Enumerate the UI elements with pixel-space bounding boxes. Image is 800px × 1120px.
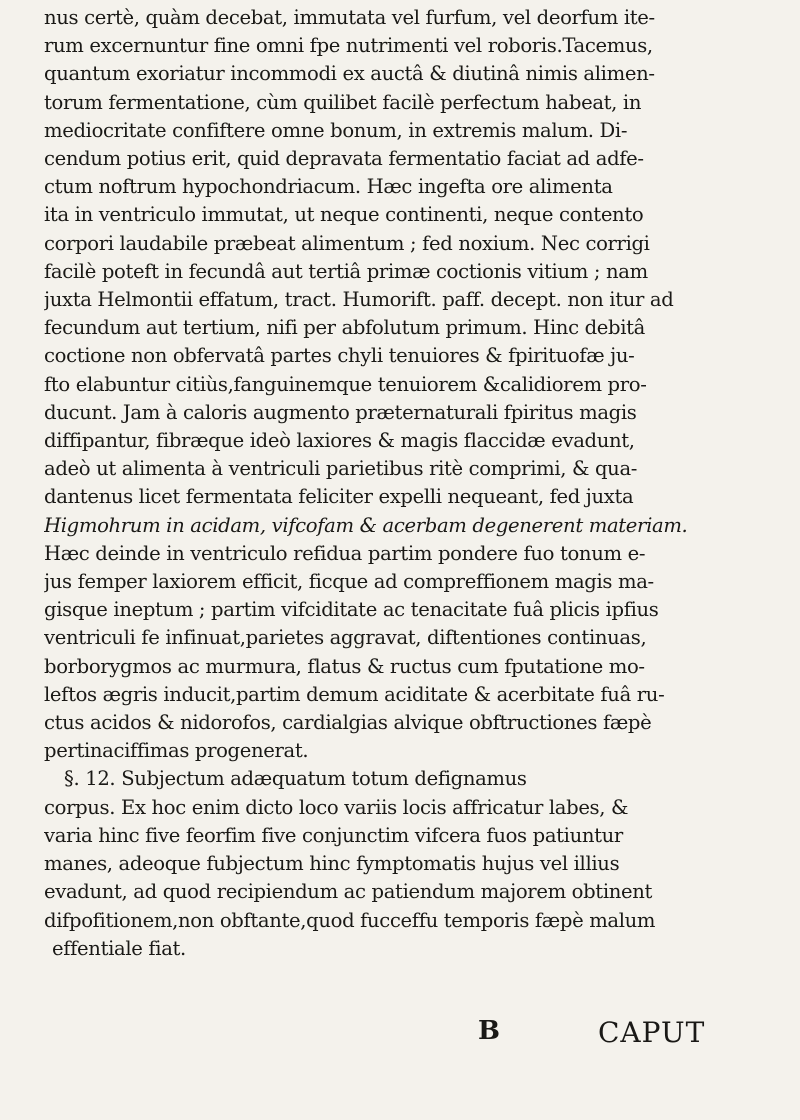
text-line: corpori laudabile præbeat alimentum ; fed noxium. Nec corrigi (44, 231, 650, 255)
text-line: ventriculi fe infinuat,parietes aggravat, diftentiones continuas, (44, 626, 647, 650)
section-heading-line: §. 12. Subjectum adæquatum totum defignamus (64, 767, 527, 791)
text-line: borborygmos ac murmura, flatus & ructus cum fputatione mo- (44, 654, 645, 678)
text-line: diffipantur, fibræque ideò laxiores & magis flaccidæ evadunt, (44, 429, 635, 453)
text-line: dantenus licet fermentata feliciter expelli nequeant, fed juxta (44, 485, 634, 509)
text-line: leftos ægris inducit,partim demum aciditate & acerbitate fuâ ru- (44, 682, 665, 706)
text-line: quantum exoriatur incommodi ex auctâ & diutinâ nimis alimen- (44, 62, 655, 86)
text-line: difpofitionem,non obftante,quod fucceffu temporis fæpè malum (44, 908, 656, 932)
text-line: Hæc deinde in ventriculo refidua partim pondere fuo tonum e- (44, 541, 646, 565)
text-line: nus certè, quàm decebat, immutata vel furfum, vel deorfum ite- (44, 6, 655, 29)
text-line: ctum noftrum hypochondriacum. Hæc ingefta ore alimenta (44, 175, 613, 199)
text-line: torum fermentatione, cùm quilibet facilè perfectum habeat, in (44, 90, 642, 114)
text-line: adeò ut alimenta à ventriculi parietibus ritè comprimi, & qua- (44, 457, 638, 481)
text-line: juxta Helmontii effatum, tract. Humorift. paff. decept. non itur ad (44, 288, 674, 312)
text-line: fecundum aut tertium, nifi per abfolutum primum. Hinc debitâ (44, 316, 645, 340)
text-line: effentiale fiat. (52, 936, 186, 960)
text-line: gisque ineptum ; partim vifciditate ac tenacitate fuâ plicis ipfius (44, 598, 659, 622)
text-line: mediocritate confiftere omne bonum, in extremis malum. Di- (44, 118, 628, 142)
text-line: cendum potius erit, quid depravata fermentatio faciat ad adfe- (44, 147, 644, 171)
text-line: ita in ventriculo immutat, ut neque continenti, neque contento (44, 203, 644, 227)
body-text (44, 4, 766, 963)
text-line: fto elabuntur citiùs,fanguinemque tenuiorem &calidiorem pro- (44, 372, 647, 396)
text-line: varia hinc five feorfim five conjunctim vifcera fuos patiuntur (44, 823, 623, 847)
text-line: jus femper laxiorem efficit, ficque ad compreffionem magis ma- (44, 570, 654, 594)
text-line: facilè poteft in fecundâ aut tertiâ primæ coctionis vitium ; nam (44, 259, 648, 283)
text-line: manes, adeoque fubjectum hinc fymptomatis hujus vel illius (44, 852, 620, 876)
text-line: coctione non obfervatâ partes chyli tenuiores & fpirituofæ ju- (44, 344, 635, 368)
signature-mark: B (478, 1016, 501, 1046)
page-footer (0, 1016, 800, 1056)
text-line: corpus. Ex hoc enim dicto loco variis locis affricatur labes, & (44, 795, 629, 819)
text-line: evadunt, ad quod recipiendum ac patiendum majorem obtinent (44, 880, 653, 904)
text-line-italic: Higmohrum in acidam, vifcofam & acerbam degenerent materiam. (44, 513, 688, 537)
text-line: rum excernuntur fine omni fpe nutrimenti vel roboris.Tacemus, (44, 34, 653, 58)
catchword: CAPUT (598, 1016, 706, 1049)
text-line: ducunt. Jam à caloris augmento præternaturali fpiritus magis (44, 400, 637, 424)
text-line: pertinaciffimas progenerat. (44, 739, 309, 763)
text-line: ctus acidos & nidorofos, cardialgias alvique obftructiones fæpè (44, 711, 652, 735)
